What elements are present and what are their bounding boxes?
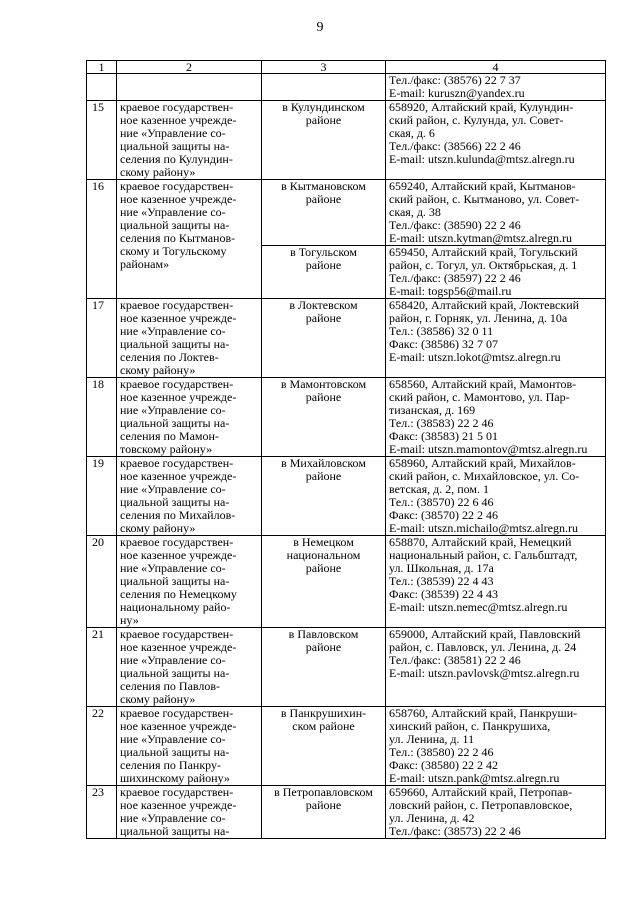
organization-name: краевое государствен- ное казенное учрежде- ние «Управление со- циальной защиты на- селения по Панкру- шихинскому району»: [117, 707, 262, 786]
district-name: в Михайловском районе: [262, 457, 386, 536]
table-row: [87, 707, 606, 786]
organization-name: краевое государствен- ное казенное учрежде- ние «Управление со- циальной защиты на- селения по Немецкому национальному райо- ну»: [117, 536, 262, 628]
row-number: 22: [87, 707, 117, 786]
table-row: [87, 457, 606, 536]
column-header-1: 1: [87, 61, 117, 74]
organization-name: краевое государствен- ное казенное учрежде- ние «Управление со- циальной защиты на- селения по Павлов- скому району»: [117, 628, 262, 707]
organization-name: краевое государствен- ное казенное учрежде- ние «Управление со- циальной защиты на-: [117, 786, 262, 839]
column-header-3: 3: [262, 61, 386, 74]
contact-info: 659450, Алтайский край, Тогульский район, с. Тогул, ул. Октябрьская, д. 1 Тел./факс: (38597) 22 2 46 E-mail: togsp56@mail.ru: [386, 246, 606, 299]
contact-info: 659240, Алтайский край, Кытманов- ский район, с. Кытманово, ул. Совет- ская, д. 38 Тел./факс: (38590) 22 2 46 E-mail: utszn.kytman@mtsz.alregn.ru: [386, 180, 606, 246]
district-name: в Кытмановском районе: [262, 180, 386, 246]
contact-info: 658760, Алтайский край, Панкруши- хинский район, с. Панкрушиха, ул. Ленина, д. 11 Тел.: (38580) 22 2 46 Факс: (38580) 22 2 42 E-mail: utszn.pank@mtsz.alregn.ru: [386, 707, 606, 786]
district-name: в Немецком национальном районе: [262, 536, 386, 628]
contact-info: Тел./факс: (38576) 22 7 37 E-mail: kuruszn@yandex.ru: [386, 74, 606, 101]
organization-name: краевое государствен- ное казенное учрежде- ние «Управление со- циальной защиты на- селения по Михайлов- скому району»: [117, 457, 262, 536]
organization-name: краевое государствен- ное казенное учрежде- ние «Управление со- циальной защиты на- селения по Мамон- товскому району»: [117, 378, 262, 457]
row-number: [87, 74, 117, 101]
table-row: [87, 628, 606, 707]
contact-info: 658420, Алтайский край, Локтевский район, г. Горняк, ул. Ленина, д. 10а Тел.: (38586) 32 0 11 Факс: (38586) 32 7 07 E-mail: utszn.lokot@mtsz.alregn.ru: [386, 299, 606, 378]
organization-name: [117, 74, 262, 101]
row-number: 20: [87, 536, 117, 628]
district-name: в Тогульском районе: [262, 246, 386, 299]
table-row: [87, 299, 606, 378]
organization-name: краевое государствен- ное казенное учрежде- ние «Управление со- циальной защиты на- селения по Кулундин- скому району»: [117, 101, 262, 180]
row-number: 15: [87, 101, 117, 180]
contact-info: 658920, Алтайский край, Кулундин- ский район, с. Кулунда, ул. Совет- ская, д. 6 Тел./факс: (38566) 22 2 46 E-mail: utszn.kulunda@mtsz.alregn.ru: [386, 101, 606, 180]
table-header-row: [87, 61, 606, 74]
row-number: 19: [87, 457, 117, 536]
contact-info: 659000, Алтайский край, Павловский район, с. Павловск, ул. Ленина, д. 24 Тел./факс: (38581) 22 2 46 E-mail: utszn.pavlovsk@mtsz.alregn.ru: [386, 628, 606, 707]
table-row: [87, 536, 606, 628]
table-row: [87, 180, 606, 246]
row-number: 16: [87, 180, 117, 299]
row-number: 23: [87, 786, 117, 839]
column-header-4: 4: [386, 61, 606, 74]
table-row: [87, 101, 606, 180]
contact-info: 659660, Алтайский край, Петропав- ловский район, с. Петропавловское, ул. Ленина, д. 42 Тел./факс: (38573) 22 2 46: [386, 786, 606, 839]
contact-info: 658960, Алтайский край, Михайлов- ский район, с. Михайловское, ул. Со- ветская, д. 2, пом. 1 Тел.: (38570) 22 6 46 Факс: (38570) 22 2 46 E-mail: utszn.michailo@mtsz.alregn.ru: [386, 457, 606, 536]
row-number: 18: [87, 378, 117, 457]
organization-name: краевое государствен- ное казенное учрежде- ние «Управление со- циальной защиты на- селения по Локтев- скому району»: [117, 299, 262, 378]
table-row: [87, 378, 606, 457]
district-name: в Мамонтовском районе: [262, 378, 386, 457]
contact-info: 658870, Алтайский край, Немецкий национальный район, с. Гальбштадт, ул. Школьная, д. 17а Тел.: (38539) 22 4 43 Факс: (38539) 22 4 43 E-mail: utszn.nemec@mtsz.alregn.ru: [386, 536, 606, 628]
table-row: [87, 74, 606, 101]
district-name: в Петропавловском районе: [262, 786, 386, 839]
district-name: в Кулундинском районе: [262, 101, 386, 180]
contact-info: 658560, Алтайский край, Мамонтов- ский район, с. Мамонтово, ул. Пар- тизанская, д. 169 Тел.: (38583) 22 2 46 Факс: (38583) 21 5 01 E-mail: utszn.mamontov@mtsz.alregn.ru: [386, 378, 606, 457]
row-number: 21: [87, 628, 117, 707]
district-name: в Локтевском районе: [262, 299, 386, 378]
district-name: в Павловском районе: [262, 628, 386, 707]
table-row: [87, 786, 606, 839]
district-name: [262, 74, 386, 101]
institutions-table: [86, 60, 606, 839]
row-number: 17: [87, 299, 117, 378]
organization-name: краевое государствен- ное казенное учрежде- ние «Управление со- циальной защиты на- селения по Кытманов- скому и Тогульскому районам»: [117, 180, 262, 299]
page-number: 9: [316, 20, 324, 35]
district-name: в Панкрушихин- ском районе: [262, 707, 386, 786]
column-header-2: 2: [117, 61, 262, 74]
